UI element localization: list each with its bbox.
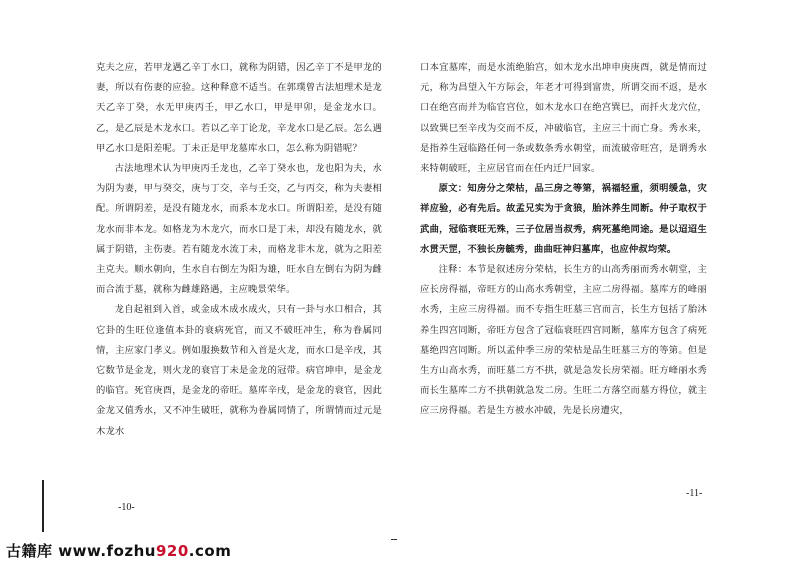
original-text-paragraph: 原文：知房分之荣枯，品三房之等第，祸福轻重，须明缓急，灾祥应验，必有先后。故孟兄实为于贪狼，胎沐养生同断。仲子取权于武曲，冠临衰旺无殊，三子位居当叔秀，病死墓绝同途。是以迢迢生水贯天罡，不独长房毓秀，曲曲旺神归墓库，也应仲叔均荣。 — [420, 183, 707, 255]
annotation-paragraph: 注释：本节是叙述房分荣枯，长生方的山高秀丽而秀水朝堂，主应长房得福，帝旺方的山高水秀朝堂，主应二房得福。墓库方的峰丽水秀，主应三房得福。而不专指生旺墓三宫而言，长生方包括了胎沐养生四宫同断，帝旺方包含了冠临衰旺四宫同断，墓库方包含了病死墓绝四宫同断。所以孟仲季三房的荣枯是品生旺墓三方的等第。但是生方山高水秀，而旺墓二方不拱，就是急发长房荣福。旺方峰丽水秀而长生墓库二方不拱朝就急发二房。生旺二方落空而墓方得位，就主应三房得福。若是生方被水冲破，先是长房遭灾， — [420, 264, 707, 417]
left-paragraph-2: 古法地理术认为甲庚丙壬龙也，乙辛丁癸水也，龙也阳为夫，水为阴为妻，甲与癸交，庚与丁交，辛与壬交，乙与丙交，称为夫妻相配。所谓阴差，是没有随龙水，而系本龙水口。所谓阳差，是没有随龙水而非本龙。如格龙为木龙穴，而水口是丁未，却没有随龙水，就属于阴错，主伤妻。若有随龙水流丁未，而格龙非木龙，就为之阳差主克夫。顺水朝向，生水自右倒左为阳为雄，旺水自左倒右为阴为雌而合流于墓，就称为雌雄路遇，主应晚景荣华。 — [96, 163, 382, 296]
watermark-url-number: 920 — [155, 542, 189, 560]
center-dash — [391, 539, 397, 540]
margin-line — [42, 480, 44, 532]
right-page — [420, 58, 707, 422]
left-paragraph-3: 龙自起祖到入首，或金成木成水成火，只有一卦与水口相合，其它卦的生旺位逢值本卦的衰病死官，而又不破旺冲生，称为眷属同情，主应家门孝义。例如服换数节和入首是火龙，而水口是辛戌，其它数节是金龙，则火龙的衰官丁未是金龙的冠带。病官坤申，是金龙的临官。死官庚酉，是金龙的帝旺。墓库辛戌，是金龙的衰官，因此金龙又值秀水，又不冲生破旺，就称为眷属同情了，所谓情而过元是木龙水 — [96, 304, 382, 437]
left-page-number: -10- — [118, 502, 135, 513]
watermark-url-suffix: .com — [188, 542, 232, 560]
left-page — [96, 58, 382, 442]
right-intro-paragraph: 口本宜墓库，而是水流绝胎宫，如木龙水出坤申庚庚酉，就是情而过元，称为昌望入午方际会，年老才可得到富贵，所谓交而不返，是水口在绝宫而并为临官宫位，如木龙水口在绝宫巽巳，而扦火龙穴位，以致巽巳至辛戌为交而不反，冲破临官，主应三十而亡身。秀水来，是指养生冠临路任何一条或数条秀水朝堂，而流破帝旺宫，是谓秀水来特朝破旺，主应居官而在任内迁尸回家。 — [420, 62, 707, 175]
site-watermark — [6, 540, 231, 561]
left-paragraph-1: 克夫之应，若甲龙遇乙辛丁水口，就称为阴错，因乙辛丁不是甲龙的妻，所以有伤妻的应验。这种释意不适当。在郭璞曾古法旭理术是龙天乙辛丁癸，水无甲庚丙壬，甲乙水口，甲是甲卯，是金龙水口。乙，是乙辰是木龙水口。若以乙辛丁论龙，辛龙水口是乙辰。怎么遇甲乙水口是阳差呢。丁未正是甲龙墓库水口，怎么称为阴错呢？ — [96, 62, 382, 154]
right-page-number: -11- — [686, 488, 703, 499]
watermark-site-name: 古籍库 — [6, 542, 53, 560]
watermark-url-prefix: www.fozhu — [58, 542, 156, 560]
